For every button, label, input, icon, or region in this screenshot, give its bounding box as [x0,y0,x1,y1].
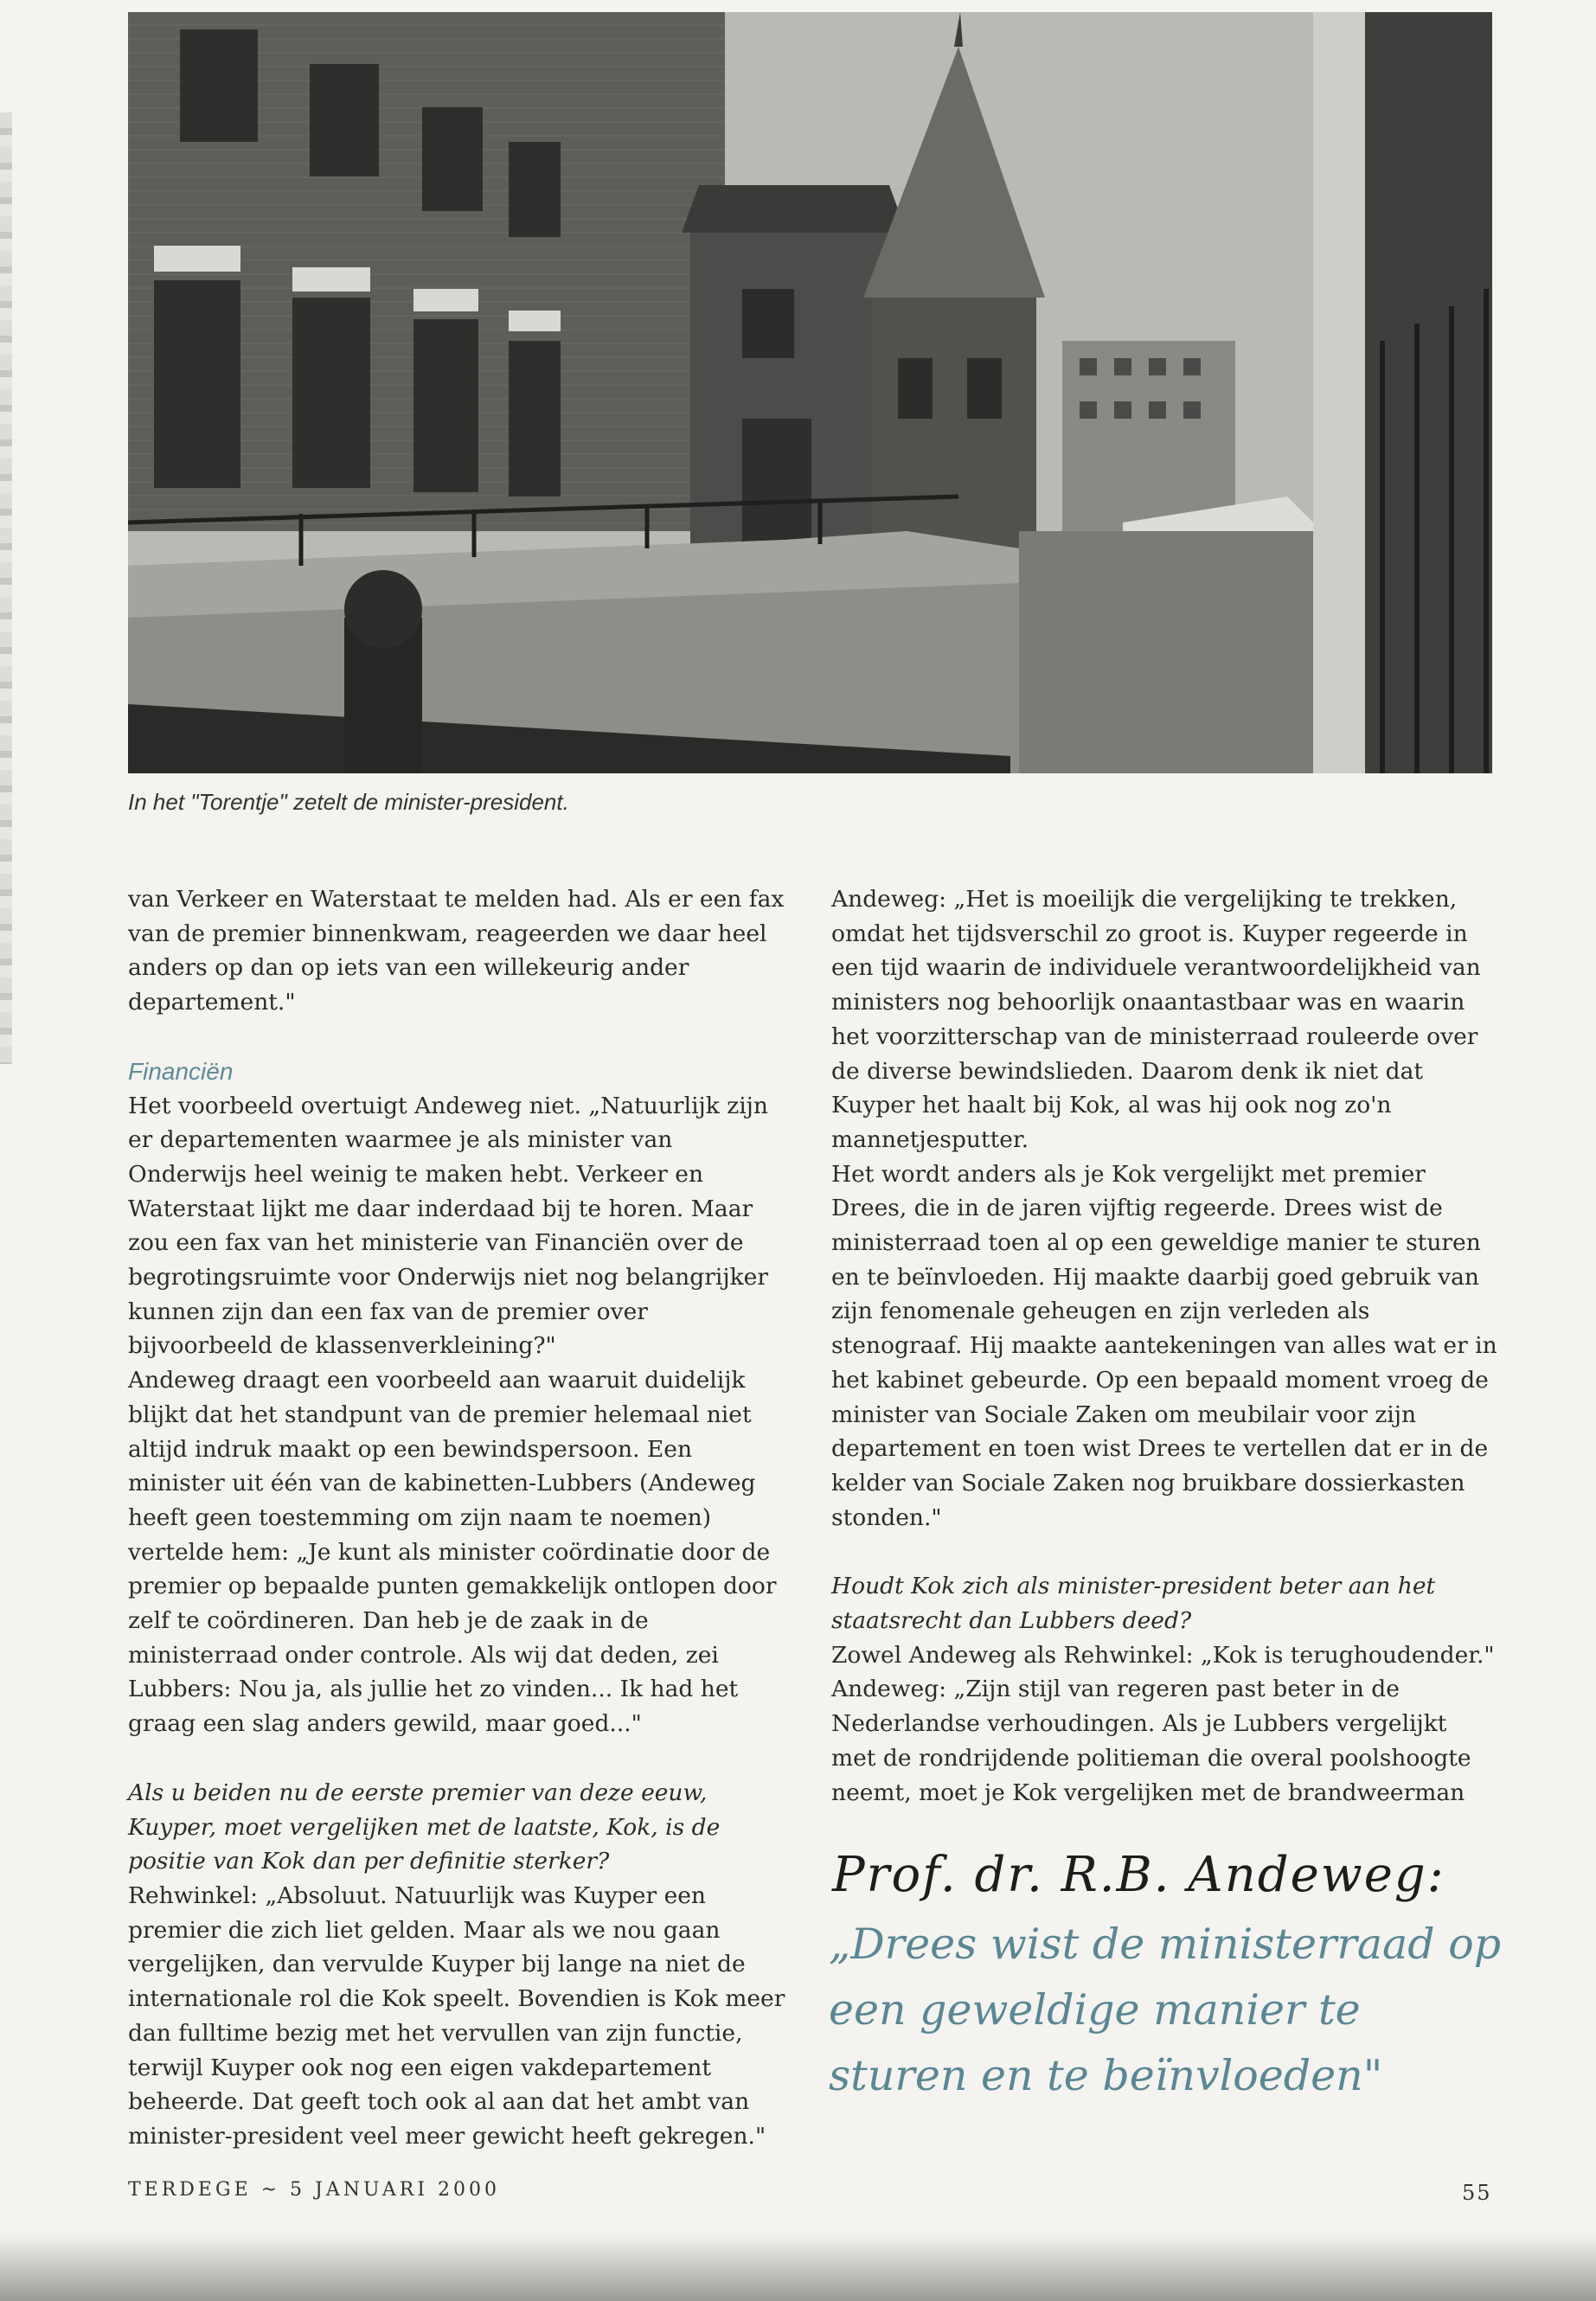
footer-publication: TERDEGE ~ 5 JANUARI 2000 [128,2179,500,2201]
right-paragraph-1: Andeweg: „Het is moeilijk die vergelijking te trekken, omdat het tijdsverschil zo groot is. Kuyper regeerde in een tijd waarin de individuele verantwoordelijkheid van ministers nog behoorlijk onaantastbaar was en waarin het voorzitterschap van de ministerraad rouleerde over de diverse bewindslieden. Daarom denk ik niet dat Kuyper het haalt bij Kok, al was hij ook nog zo'n mannetjesputter. [831,886,1481,1153]
photo-caption: In het "Torentje" zetelt de minister-president. [128,789,569,815]
pull-quote-signature: Prof. dr. R.B. Andeweg: [832,1847,1445,1903]
right-column [831,882,1497,1810]
page-number: 55 [1462,2181,1492,2205]
pull-quote [829,1847,1512,2109]
photo-torentje [128,12,1492,773]
photo-illustration [128,12,1492,773]
right-paragraph-2: Het wordt anders als je Kok vergelijkt met premier Drees, die in de jaren vijftig regeerde. Drees wist de ministerraad toen al op een geweldige manier te sturen en te beïnvloeden. Hij maakte daarbij goed gebruik van zijn fenomenale geheugen en zijn verleden als stenograaf. Hij maakte aantekeningen van alles wat er in het kabinet gebeurde. Op een bepaald moment vroeg de minister van Sociale Zaken om meubilair voor zijn departement en toen wist Drees te vertellen dat er in de kelder van Sociale Zaken nog bruikbare dossierkasten stonden." [831,1160,1497,1531]
right-paragraph-3: Zowel Andeweg als Rehwinkel: „Kok is terughoudender." Andeweg: „Zijn stijl van regeren past beter in de Nederlandse verhoudingen. Als je Lubbers vergelijkt met de rondrijdende politieman die overal poolshoogte neemt, moet je Kok vergelijken met de brandweerman [831,1641,1495,1806]
scan-edge-strip [0,112,12,1064]
interview-question-1: Als u beiden nu de eerste premier van deze eeuw, Kuyper, moet vergelijken met de laatste, Kok, is de positie van Kok dan per definitie sterker? [128,1779,721,1875]
section-heading-financien: Financiën [128,1057,234,1085]
interview-question-2: Houdt Kok zich als minister-president beter aan het staatsrecht dan Lubbers deed? [831,1573,1436,1635]
scan-bottom-edge [0,2232,1596,2301]
left-paragraph-3: Andeweg draagt een voorbeeld aan waaruit duidelijk blijkt dat het standpunt van de premier helemaal niet altijd indruk maakt op een bewindspersoon. Een minister uit één van de kabinetten-Lubbers (Andeweg heeft geen toestemming om zijn naam te noemen) vertelde hem: „Je kunt als minister coördinatie door de premier op bepaalde punten gemakkelijk ontlopen door zelf te coördineren. Dan heb je de zaak in de ministerraad onder controle. Als wij dat deden, zei Lubbers: Nou ja, als jullie het zo vinden... Ik had het graag een slag anders gewild, maar goed..." [128,1367,777,1738]
left-paragraph-4: Rehwinkel: „Absoluut. Natuurlijk was Kuyper een premier die zich liet gelden. Maar als we nou gaan vergelijken, dan vervulde Kuyper bij lange na niet de internationale rol die Kok speelt. Bovendien is Kok meer dan fulltime bezig met het vervullen van zijn functie, terwijl Kuyper ook nog een eigen vakdepartement beheerde. Dat geeft toch ook al aan dat het ambt van minister-president veel meer gewicht heeft gekregen." [128,1881,785,2150]
left-paragraph-2: Het voorbeeld overtuigt Andeweg niet. „Natuurlijk zijn er departementen waarmee je als minister van Onderwijs heel weinig te maken hebt. Verkeer en Waterstaat lijkt me daar inderdaad bij te horen. Maar zou een fax van het ministerie van Financiën over de begrotingsruimte voor Onderwijs niet nog belangrijker kunnen zijn dan een fax van de premier over bijvoorbeeld de klassenverkleining?" [128,1092,768,1360]
pull-quote-text: „Drees wist de ministerraad op een geweldige manier te sturen en te beïnvloeden" [829,1920,1502,2100]
left-paragraph-1: van Verkeer en Waterstaat te melden had. Als er een fax van de premier binnenkwam, reageerden we daar heel anders op dan op iets van een willekeurig ander departement." [128,886,785,1016]
left-column [128,882,794,2154]
